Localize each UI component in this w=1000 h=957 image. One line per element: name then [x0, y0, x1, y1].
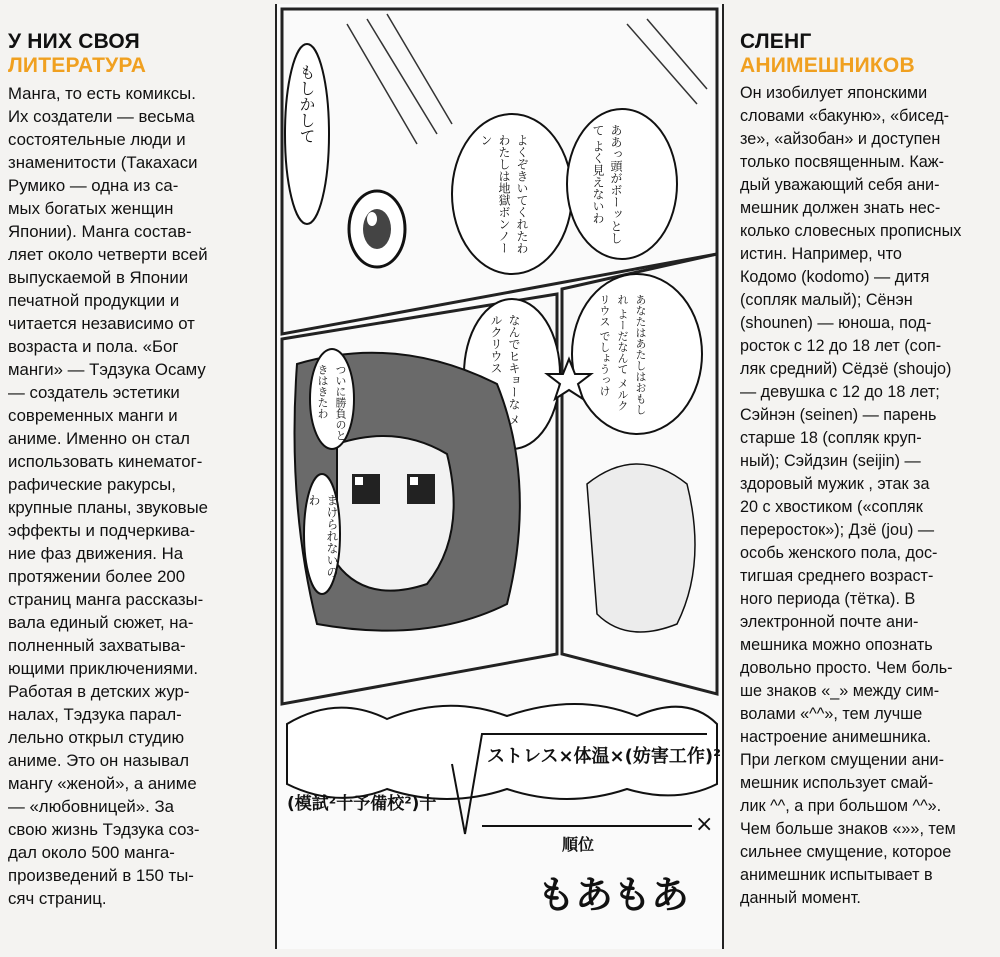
- article-line: истин. Например, что: [740, 245, 902, 263]
- manga-illustration: [275, 4, 724, 949]
- manga-bubble-1: もしかして: [297, 64, 316, 144]
- article-line: эффекты и подчеркива-: [8, 521, 196, 540]
- article-line: мых богатых женщин: [8, 199, 174, 218]
- article-line: сяч страниц.: [8, 889, 107, 908]
- article-line: ние фаз движения. На: [8, 544, 184, 563]
- manga-bubble-4: なんでヒキョーな メルクリウス: [489, 314, 521, 426]
- article-line: дый уважающий себя ани-: [740, 176, 940, 194]
- article-line: ный); Сэйдзин (seijin) —: [740, 452, 921, 470]
- article-line: — «любовницей». За: [8, 797, 174, 816]
- manga-bubble-2: よくぞきいてくれたわ わたしは地獄ボンノーン: [479, 134, 529, 254]
- article-line: возраста и пола. «Бог: [8, 337, 179, 356]
- article-line: использовать кинематог-: [8, 452, 203, 471]
- article-line: мешника можно опознать: [740, 636, 933, 654]
- article-line: Японии). Манга состав-: [8, 222, 192, 241]
- article-line: страниц манга рассказы-: [8, 590, 204, 609]
- article-line: — создатель эстетики: [8, 383, 180, 402]
- left-article-body: [8, 82, 270, 910]
- article-line: Сэйнэн (seinen) — парень: [740, 406, 937, 424]
- article-line: 20 с хвостиком («сопляк: [740, 498, 923, 516]
- article-line: тигшая среднего возраст-: [740, 567, 934, 585]
- article-line: волами «^^», тем лучше: [740, 705, 923, 723]
- article-line: Манга, то есть комиксы.: [8, 84, 196, 103]
- article-line: ющими приключениями.: [8, 659, 199, 678]
- article-line: Работая в детских жур-: [8, 682, 190, 701]
- article-line: Румико — одна из са-: [8, 176, 179, 195]
- article-line: читается независимо от: [8, 314, 195, 333]
- article-line: налах, Тэдзука парал-: [8, 705, 182, 724]
- left-heading-line2: ЛИТЕРАТУРА: [8, 54, 147, 77]
- article-line: зе», «айзобан» и доступен: [740, 130, 941, 148]
- article-line: крупные планы, звуковые: [8, 498, 208, 517]
- article-line: мангу «женой», а аниме: [8, 774, 197, 793]
- article-line: При легком смущении ани-: [740, 751, 944, 769]
- article-line: ляет около четверти всей: [8, 245, 208, 264]
- left-heading-line1: У НИХ СВОЯ: [8, 30, 140, 53]
- manga-bubble-3: ああっ頭がボーッとして よく見えないわ: [591, 124, 623, 244]
- article-line: колько словесных прописных: [740, 222, 962, 240]
- article-line: дал около 500 манга-: [8, 843, 175, 862]
- article-line: лельно открыл студию: [8, 728, 185, 747]
- manga-signature: もあもあ: [537, 873, 690, 917]
- article-line: Кодомо (kodomo) — дитя: [740, 268, 930, 286]
- article-line: сильнее смущение, которое: [740, 843, 952, 861]
- article-line: довольно просто. Чем боль-: [740, 659, 953, 677]
- manga-formula-x: ×: [695, 812, 714, 837]
- article-line: манги» — Тэдзука Осаму: [8, 360, 206, 379]
- article-line: свою жизнь Тэдзука соз-: [8, 820, 200, 839]
- right-heading-line2: АНИМЕШНИКОВ: [740, 54, 915, 77]
- article-line: Их создатели — весьма: [8, 107, 195, 126]
- article-line: протяжении более 200: [8, 567, 186, 586]
- article-line: современных манги и: [8, 406, 178, 425]
- article-line: выпускаемой в Японии: [8, 268, 189, 287]
- article-line: ного периода (тётка). В: [740, 590, 916, 608]
- article-line: здоровый мужик , этак за: [740, 475, 930, 493]
- right-article: [740, 30, 998, 910]
- manga-formula-root: ストレス×体温×(妨害工作)²: [487, 746, 721, 767]
- article-line: лик ^^, а при большом ^^».: [740, 797, 942, 815]
- article-line: мешник должен знать нес-: [740, 199, 941, 217]
- manga-formula-under: 順位: [562, 835, 595, 854]
- right-article-body: [740, 82, 998, 910]
- article-line: Он изобилует японскими: [740, 84, 928, 102]
- article-line: аниме. Именно он стал: [8, 429, 190, 448]
- article-line: вала единый сюжет, на-: [8, 613, 194, 632]
- right-heading-line1: СЛЕНГ: [740, 30, 812, 53]
- article-line: произведений в 150 ты-: [8, 866, 194, 885]
- manga-bubble-7: まけられないのわ: [307, 494, 339, 578]
- article-line: полненный захватыва-: [8, 636, 186, 655]
- article-line: рафические ракурсы,: [8, 475, 176, 494]
- article-line: Чем больше знаков «»», тем: [740, 820, 956, 838]
- article-line: особь женского пола, дос-: [740, 544, 938, 562]
- article-line: анимешник испытывает в: [740, 866, 933, 884]
- article-line: электронной почте ани-: [740, 613, 919, 631]
- article-line: аниме. Это он называл: [8, 751, 190, 770]
- article-line: печатной продукции и: [8, 291, 180, 310]
- article-line: переросток»); Дзё (jou) —: [740, 521, 935, 539]
- manga-bubble-6: ついに勝負のときはきたわ: [316, 364, 347, 441]
- article-line: (сопляк малый); Сёнэн: [740, 291, 913, 309]
- manga-formula-left: (模試²十予備校²)十: [287, 794, 437, 814]
- article-line: мешник использует смай-: [740, 774, 934, 792]
- manga-bubble-5: あなたはあたしはおもしれ よーだなんて メルクリウス でしょうっけ: [598, 294, 647, 415]
- article-line: только посвященным. Каж-: [740, 153, 944, 171]
- article-line: настроение анимешника.: [740, 728, 931, 746]
- article-line: (shounen) — юноша, под-: [740, 314, 932, 332]
- article-line: состоятельные люди и: [8, 130, 186, 149]
- article-line: словами «бакуню», «бисед-: [740, 107, 950, 125]
- article-line: ше знаков «_» между сим-: [740, 682, 940, 700]
- article-line: старше 18 (сопляк круп-: [740, 429, 922, 447]
- left-article: [8, 30, 270, 910]
- article-line: — девушка с 12 до 18 лет;: [740, 383, 940, 401]
- article-line: знаменитости (Такахаси: [8, 153, 198, 172]
- article-line: данный момент.: [740, 889, 861, 907]
- article-line: росток с 12 до 18 лет (соп-: [740, 337, 942, 355]
- article-line: ляк средний) Сёдзё (shoujo): [740, 360, 952, 378]
